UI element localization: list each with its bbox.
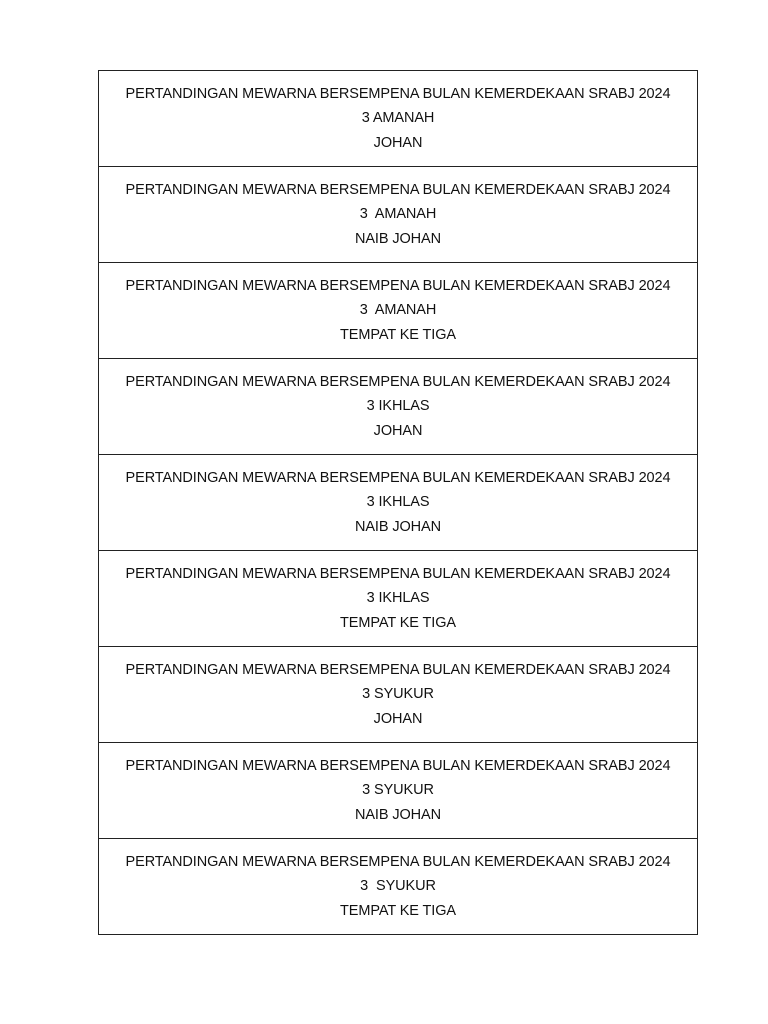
placement: JOHAN [373,422,423,439]
competition-title: PERTANDINGAN MEWARNA BERSEMPENA BULAN KEMERDEKAAN SRABJ 2024 [125,757,671,774]
placement: NAIB JOHAN [354,518,441,535]
competition-title: PERTANDINGAN MEWARNA BERSEMPENA BULAN KEMERDEKAAN SRABJ 2024 [125,373,671,390]
placement: TEMPAT KE TIGA [340,326,456,343]
competition-title: PERTANDINGAN MEWARNA BERSEMPENA BULAN KEMERDEKAAN SRABJ 2024 [125,277,671,294]
placement: JOHAN [373,134,423,151]
class-name: 3 IKHLAS [366,398,430,415]
class-name: 3 SYUKUR [362,686,434,703]
certificate-cell [99,743,697,839]
placement: NAIB JOHAN [354,230,441,247]
competition-title: PERTANDINGAN MEWARNA BERSEMPENA BULAN KEMERDEKAAN SRABJ 2024 [125,85,671,102]
class-name: 3 AMANAH [361,110,435,127]
competition-title: PERTANDINGAN MEWARNA BERSEMPENA BULAN KEMERDEKAAN SRABJ 2024 [125,469,671,486]
class-name: 3 IKHLAS [366,494,430,511]
class-name: 3 AMANAH [359,206,437,223]
placement: JOHAN [373,710,423,727]
certificate-cell [99,71,697,167]
certificate-cell [99,359,697,455]
certificate-cell [99,455,697,551]
placement: TEMPAT KE TIGA [340,614,456,631]
placement: NAIB JOHAN [354,806,441,823]
certificate-cell [99,647,697,743]
certificate-cell [99,839,697,935]
certificate-cell [99,167,697,263]
competition-title: PERTANDINGAN MEWARNA BERSEMPENA BULAN KEMERDEKAAN SRABJ 2024 [125,181,671,198]
certificate-cell [99,551,697,647]
competition-title: PERTANDINGAN MEWARNA BERSEMPENA BULAN KEMERDEKAAN SRABJ 2024 [125,565,671,582]
class-name: 3 SYUKUR [360,878,436,895]
class-name: 3 SYUKUR [362,782,434,799]
placement: TEMPAT KE TIGA [340,902,456,919]
competition-title: PERTANDINGAN MEWARNA BERSEMPENA BULAN KEMERDEKAAN SRABJ 2024 [125,661,671,678]
certificate-table [98,70,698,935]
certificate-cell [99,263,697,359]
class-name: 3 AMANAH [359,302,437,319]
class-name: 3 IKHLAS [366,590,430,607]
competition-title: PERTANDINGAN MEWARNA BERSEMPENA BULAN KEMERDEKAAN SRABJ 2024 [125,853,671,870]
